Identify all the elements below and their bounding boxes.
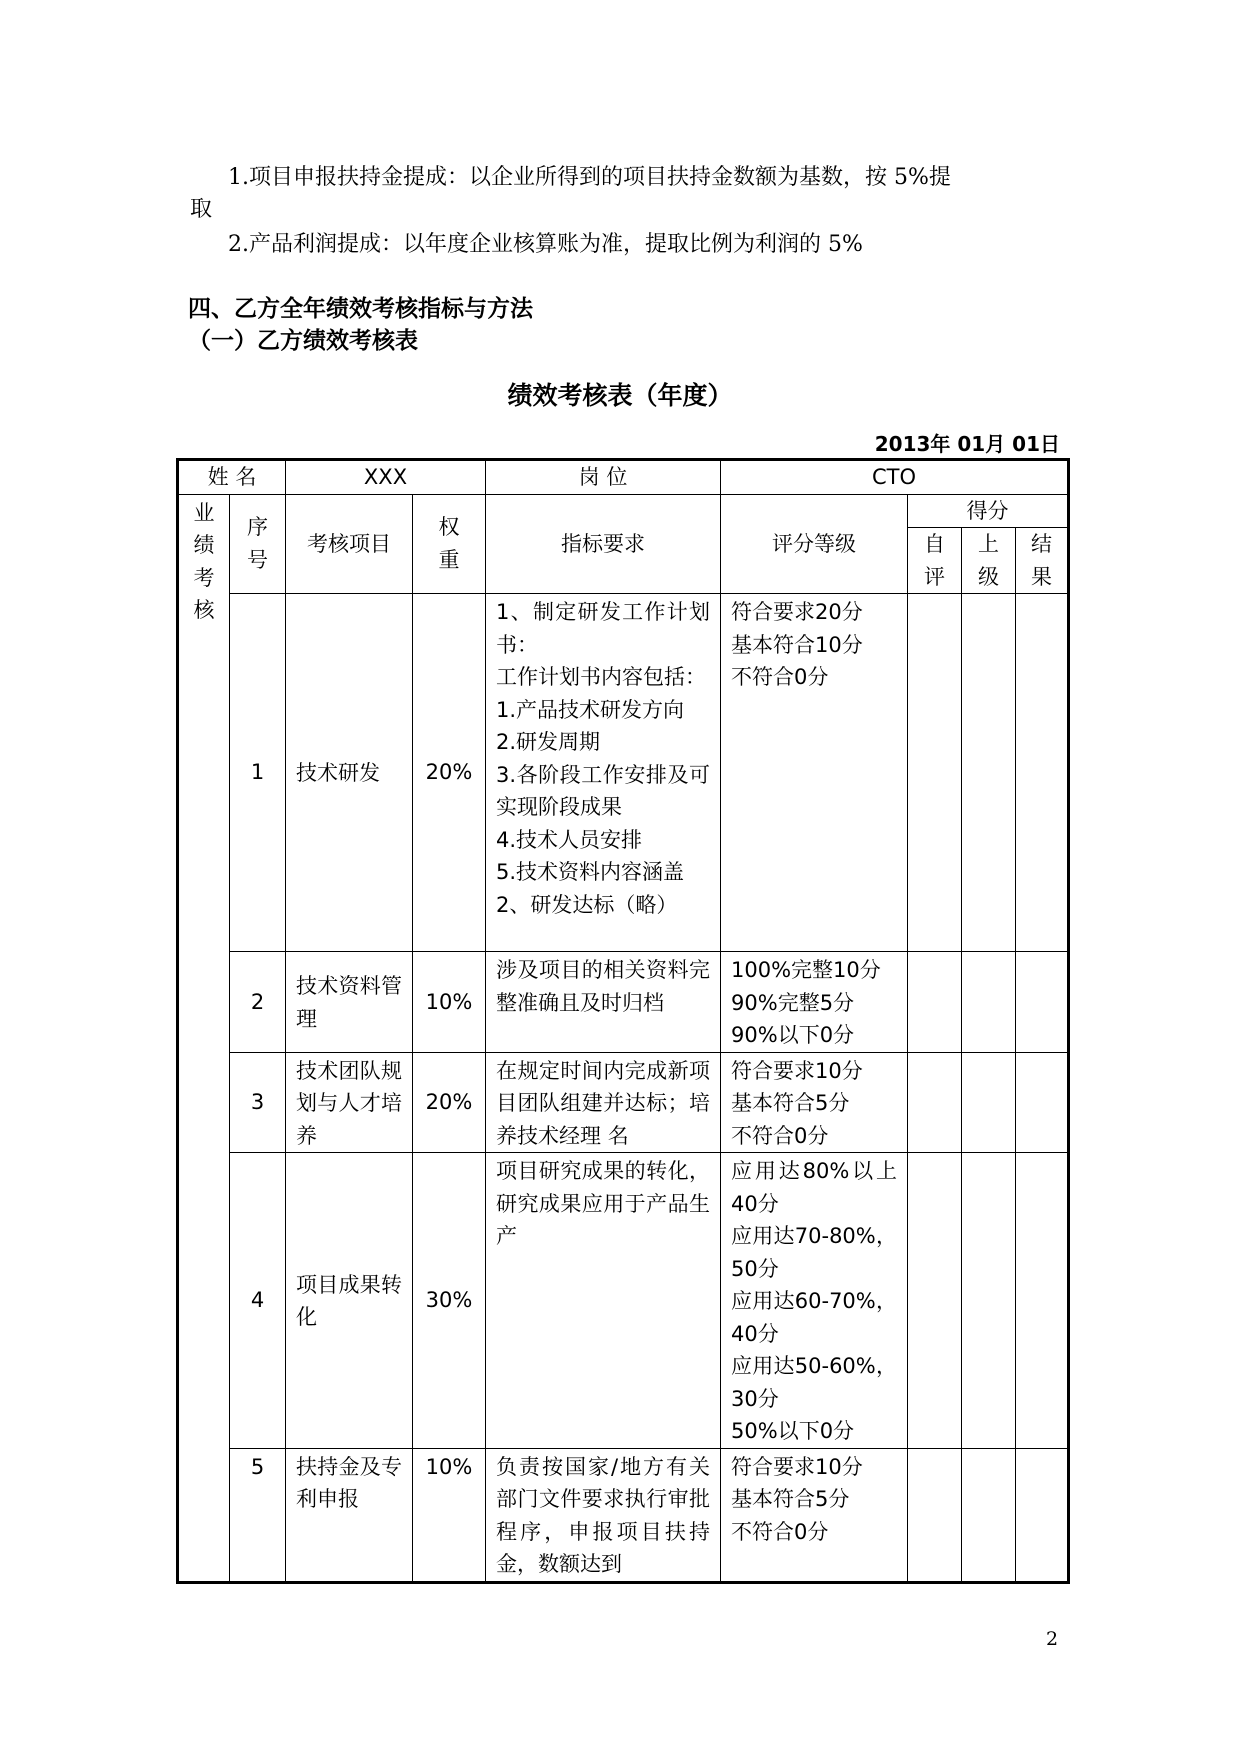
cell-line: 3.各阶段工作安排及可实现阶段成果: [496, 762, 711, 819]
row-self-score: [908, 952, 962, 1053]
row-seq: 1: [230, 594, 286, 952]
cell-line: 不符合0分: [731, 665, 829, 689]
paragraph-1-line-1: 1.项目申报扶持金提成：以企业所得到的项目扶持金数额为基数，按 5%提: [228, 165, 951, 190]
cell-line: 项目研究成果的转化，研究成果应用于产品生产: [496, 1159, 711, 1248]
table-row: [178, 594, 1069, 952]
row-grading: [721, 1448, 908, 1582]
cell-line: 应用达80%以上40分: [731, 1159, 898, 1216]
row-superior-score: [962, 1052, 1016, 1153]
page-number: 2: [1046, 1628, 1059, 1650]
row-weight: 10%: [413, 952, 486, 1053]
row-weight: 10%: [413, 1448, 486, 1582]
header-item: 考核项目: [286, 494, 413, 594]
row-self-score: [908, 1448, 962, 1582]
row-grading: [721, 594, 908, 952]
subsection-heading: （一）乙方绩效考核表: [188, 328, 418, 354]
cell-line: 应用达70-80%，50分: [731, 1224, 898, 1281]
cell-line: 2、研发达标（略）: [496, 892, 678, 917]
header-score: 得分: [908, 494, 1069, 528]
header-grading: 评分等级: [721, 494, 908, 594]
cell-line: 2.研发周期: [496, 730, 601, 754]
cell-line: 不符合0分: [731, 1519, 829, 1544]
row-requirement: [486, 594, 721, 952]
cell-line: 基本符合5分: [731, 1091, 850, 1115]
paragraph-2: 2.产品利润提成：以年度企业核算账为准，提取比例为利润的 5%: [228, 232, 863, 257]
row-result-score: [1016, 1052, 1069, 1153]
cell-line: 90%完整5分: [731, 990, 855, 1015]
row-weight: 30%: [413, 1153, 486, 1449]
row-weight: 20%: [413, 1052, 486, 1153]
row-seq: 4: [230, 1153, 286, 1449]
cell-line: 基本符合10分: [731, 632, 863, 657]
row-requirement: [486, 1448, 721, 1582]
row-result-score: [1016, 1448, 1069, 1582]
row-result-score: [1016, 594, 1069, 952]
row-requirement: [486, 1153, 721, 1449]
cell-line: 90%以下0分: [731, 1023, 855, 1047]
header-weight: 权 重: [413, 494, 486, 594]
row-self-score: [908, 1153, 962, 1449]
cell-line: 工作计划书内容包括：: [496, 665, 707, 689]
cell-line: 符合要求10分: [731, 1454, 863, 1479]
header-seq: 序 号: [230, 494, 286, 594]
table-title: 绩效考核表（年度）: [507, 381, 733, 410]
cell-line: 100%完整10分: [731, 958, 881, 982]
row-item: 技术研发: [286, 594, 413, 952]
cell-line: 在规定时间内完成新项目团队组建并达标；培养技术经理 名: [496, 1058, 711, 1148]
header-result: 结 果: [1016, 528, 1069, 594]
position-label: 岗 位: [486, 460, 721, 495]
row-requirement: [486, 1052, 721, 1153]
row-seq: 5: [230, 1448, 286, 1582]
table-row: [178, 1052, 1069, 1153]
category-cell: [178, 494, 230, 1582]
cell-line: 50%以下0分: [731, 1419, 855, 1443]
cell-line: 符合要求20分: [731, 600, 863, 624]
cell-line: 基本符合5分: [731, 1487, 850, 1511]
row-weight: 20%: [413, 594, 486, 952]
header-self: 自 评: [908, 528, 962, 594]
cell-line: 4.技术人员安排: [496, 827, 643, 852]
cell-line: 应用达50-60%，30分: [731, 1354, 898, 1411]
row-requirement: [486, 952, 721, 1053]
row-self-score: [908, 1052, 962, 1153]
row-result-score: [1016, 1153, 1069, 1449]
table-date: 2013年 01月 01日: [874, 432, 1060, 456]
cell-line: 应用达60-70%，40分: [731, 1289, 898, 1346]
row-superior-score: [962, 1153, 1016, 1449]
row-grading: [721, 952, 908, 1053]
table-row: [178, 1448, 1069, 1582]
cell-line: 负责按国家/地方有关部门文件要求执行审批程序，申报项目扶持金，数额达到: [496, 1454, 711, 1576]
cell-line: 1.产品技术研发方向: [496, 697, 685, 722]
row-seq: 3: [230, 1052, 286, 1153]
cell-line: 5.技术资料内容涵盖: [496, 860, 685, 884]
paragraph-1-line-2: 取: [190, 197, 213, 222]
row-item: 项目成果转化: [286, 1153, 413, 1449]
section-heading: 四、乙方全年绩效考核指标与方法: [188, 296, 533, 322]
row-self-score: [908, 594, 962, 952]
row-item: 技术团队规划与人才培养: [286, 1052, 413, 1153]
table-row: [178, 1153, 1069, 1449]
name-value: XXX: [286, 460, 486, 495]
row-seq: 2: [230, 952, 286, 1053]
row-item: 技术资料管理: [286, 952, 413, 1053]
header-superior: 上 级: [962, 528, 1016, 594]
table-row: [178, 952, 1069, 1053]
row-superior-score: [962, 1448, 1016, 1582]
performance-table: [176, 458, 1070, 1584]
header-requirement: 指标要求: [486, 494, 721, 594]
row-result-score: [1016, 952, 1069, 1053]
row-grading: [721, 1153, 908, 1449]
row-grading: [721, 1052, 908, 1153]
category-label: 业 绩 考 核: [193, 500, 215, 622]
position-value: CTO: [721, 460, 1069, 495]
name-label: 姓 名: [178, 460, 286, 495]
cell-line: 不符合0分: [731, 1123, 829, 1148]
cell-line: 符合要求10分: [731, 1058, 863, 1083]
cell-line: 涉及项目的相关资料完整准确且及时归档: [496, 958, 711, 1015]
row-item: 扶持金及专利申报: [286, 1448, 413, 1582]
row-superior-score: [962, 952, 1016, 1053]
cell-line: 1、制定研发工作计划书：: [496, 600, 711, 657]
row-superior-score: [962, 594, 1016, 952]
